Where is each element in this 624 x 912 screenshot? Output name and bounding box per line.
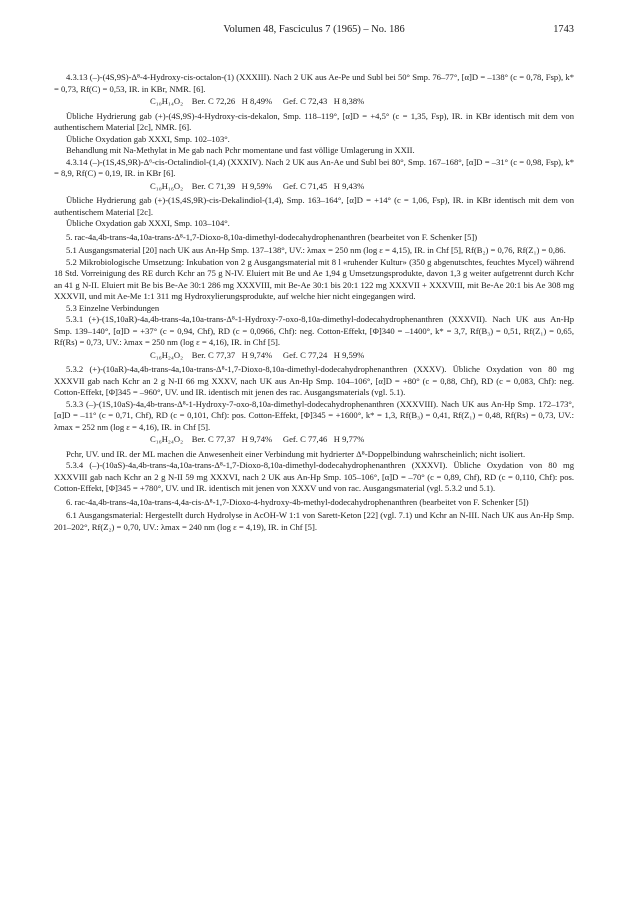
running-header — [54, 24, 574, 40]
elemental-analysis: C₁₆H₂₄O₂ Ber. C 77,37 H 9,74% Gef. C 77,46 H 9,77% — [150, 434, 365, 444]
section-5-3-1: 5.3.1 (+)-(1S,10aR)-4a,4b-trans-4a,10a-trans-Δ⁸-1-Hydroxy-7-oxo-8,10a-dimethyl-dodecahydrophenanthren (XXXVII). Nach UK aus An-Hp Smp. 139–140°, [α]D = +37° (c = 0,94, Chf), RD (c = 0,0966, Chf): neg. Cotton-Effekt, [Φ]340 = –1400°, k* = 3,7, Rf(B₃) = 0,51, Rf(Z₁) = 0,65, Rf(Rs) = 0,73, UV.: λmax = 250 nm (log ε = 4,16), IR. in Chf [5]. — [54, 314, 574, 347]
paragraph: Behandlung mit Na-Methylat in Me gab nach Pchr momentane und fast völlige Umlagerung in XXII. — [66, 145, 415, 155]
paragraph: Übliche Oxydation gab XXXI, Smp. 102–103°. — [66, 133, 230, 144]
page-number: 1743 — [553, 24, 574, 35]
journal-page — [54, 24, 574, 533]
article-body — [54, 72, 574, 533]
section-5-3-3: 5.3.3 (–)-(1S,10aS)-4a,4b-trans-Δ⁸-1-Hydroxy-7-oxo-8,10a-dimethyl-dodecahydrophenanthren (XXXVIII). Nach UK aus An-Hp Smp. 172–173°, [α]D = –11° (c = 0,71, Chf), RD (c = 0,101, Chf): pos. Cotton-Effekt, [Φ]345 = +1600°, k* = 1,3, Rf(B₃) = 0,41, Rf(Z₁) = 0,48, Rf(Rs) = 0,73, UV.: λmax = 252 nm (log ε = 4,16), IR. in Chf [5]. — [54, 398, 574, 432]
paragraph: Pchr, UV. und IR. der ML machen die Anwesenheit einer Verbindung mit hydrierter Δ⁸-Doppelbindung wahrscheinlich; nicht isoliert. — [66, 448, 526, 459]
section-5-1: 5.1 Ausgangsmaterial [20] nach UK aus An-Hp Smp. 137–138°, UV.: λmax = 250 nm (log ε = 4,15), IR. in Chf [5], Rf(B₂) = 0,76, Rf(Z₁) = 0,86. — [66, 245, 566, 255]
section-6-heading: 6. rac-4a,4b-trans-4a,10a-trans-4,4a-cis-Δ⁸-1,7-Dioxo-4-hydroxy-4b-methyl-dodecahydrophenanthren (bearbeitet von F. Schenker [5]) — [66, 496, 529, 507]
journal-citation: Volumen 48, Fasciculus 7 (1965) – No. 186 — [223, 24, 405, 35]
section-5-2: 5.2 Mikrobiologische Umsetzung: Inkubation von 2 g Ausgangsmaterial mit 8 l «ruhender Kultur» (350 g abgenutschtes, feuchtes Mycel) während 18 Std. Vorreinigung des RE durch Kchr an 75 g N-IV. Eluiert mit Be und Ae 1,94 g Umsetzungsprodukte, davon 1,3 g weiter aufgetrennt durch Kchr an 41 g N-II. Eluiert mit Be bis Be-Ae 30:1 286 mg XXXVIII, mit Be-Ae 30:1 bis 20:1 122 mg XXXVII + XXXVIII, mit Be-Ae 20:1 bis Ae 308 mg XXXVII, und mit Ae-Me 1:1 311 mg Hydroxylierungsprodukte, auf welche hier nicht eingegangen wird. — [54, 256, 574, 301]
section-4-3-14: 4.3.14 (–)-(1S,4S,9R)-Δ⁶-cis-Octalindiol-(1,4) (XXXIV). Nach 2 UK aus An-Ae und Subl bei 80°, Smp. 167–168°, [α]D = –31° (c = 0,98, Fsp), k* = 8,9, Rf(C) = 0,19, IR. in KBr [6]. — [54, 156, 574, 178]
elemental-analysis: C₁₀H₁₆O₂ Ber. C 71,39 H 9,59% Gef. C 71,45 H 9,43% — [150, 180, 365, 191]
elemental-analysis: C₁₆H₂₄O₂ Ber. C 77,37 H 9,74% Gef. C 77,24 H 9,59% — [150, 349, 365, 360]
section-5-heading: 5. rac-4a,4b-trans-4a,10a-trans-Δ⁸-1,7-Dioxo-8,10a-dimethyl-dodecahydrophenanthren (bearbeitet von F. Schenker [5]) — [66, 231, 478, 242]
paragraph: Übliche Hydrierung gab (+)-(1S,4S,9R)-cis-Dekalindiol-(1,4), Smp. 163–164°, [α]D = +14° (c = 1,06, Fsp), IR. in KBr identisch mit dem von authentischem Material [2c]. — [54, 195, 574, 217]
elemental-analysis: C₁₀H₁₄O₂ Ber. C 72,26 H 8,49% Gef. C 72,43 H 8,38% — [150, 96, 365, 106]
section-5-3-heading: 5.3 Einzelne Verbindungen — [66, 302, 160, 313]
section-5-3-4: 5.3.4 (–)-(10aS)-4a,4b-trans-4a,10a-trans-Δ⁸-1,7-Dioxo-8,10a-dimethyl-dodecahydrophenanthren (XXXVI). Übliche Oxydation von 80 mg XXXVIII gab nach Kchr an 2 g N-II 59 mg XXXVI, nach 2 UK aus An-Hp Smp. 105–106°, [α]D = –70° (c = 0,89, Chf), RD (c = 0,110, Chf): pos. Cotton-Effekt, [Φ]345 = +780°, UV. und IR. identisch mit jenen von XXXV und von rac. Ausgangsmaterial (vgl. 5.3.2 und 5.1). — [54, 460, 574, 493]
section-5-3-2: 5.3.2 (+)-(10aR)-4a,4b-trans-4a,10a-trans-Δ⁸-1,7-Dioxo-8,10a-dimethyl-dodecahydrophenanthren (XXXV). Übliche Oxydation von 80 mg XXXVII gab nach Kchr an 2 g N-II 66 mg XXXV, nach UK aus An-Hp Smp. 104–106°, [α]D = +80° (c = 0,88, Chf), RD (c = 0,083, Chf): neg. Cotton-Effekt, [Φ]345 = –960°, UV. und IR. identisch mit jenen des rac. Ausgangsmaterials (vgl. 5.1). — [54, 364, 574, 397]
section-6-1: 6.1 Ausgangsmaterial: Hergestellt durch Hydrolyse in AcOH-W 1:1 von Sarett-Keton [22] (vgl. 7.1) und Kchr an N-III. Nach UK aus An-Hp Smp. 201–202°, Rf(Z₂) = 0,70, UV.: λmax = 240 nm (log ε = 4,19), IR. in Chf [5]. — [54, 510, 574, 532]
paragraph: Übliche Oxydation gab XXXI, Smp. 103–104°. — [66, 218, 230, 228]
paragraph: Übliche Hydrierung gab (+)-(4S,9S)-4-Hydroxy-cis-dekalon, Smp. 118–119°, [α]D = +4,5° (c = 1,35, Fsp), IR. in KBr identisch mit dem von authentischem Material [2c], NMR. [6]. — [54, 110, 574, 132]
section-4-3-13: 4.3.13 (–)-(4S,9S)-Δ⁸-4-Hydroxy-cis-octalon-(1) (XXXIII). Nach 2 UK aus Ae-Pe und Subl bei 50° Smp. 76–77°, [α]D = –138° (c = 0,78, Fsp), k* = 0,73, Rf(C) = 0,53, IR. in KBr, NMR. [6]. — [54, 72, 574, 94]
